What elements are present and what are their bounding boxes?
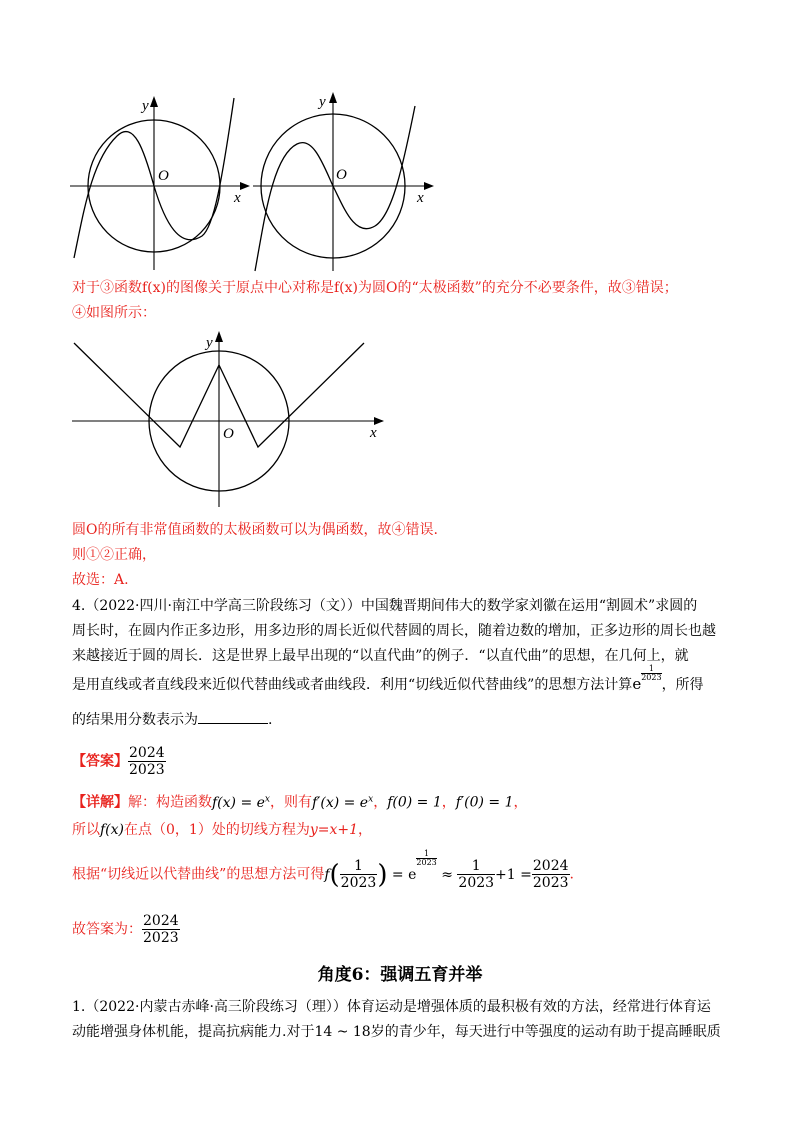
cubic-curve (255, 106, 415, 271)
answer-num: 2024 (129, 745, 165, 761)
detail-text: 在点（0，1）处的切线方程为 (124, 822, 310, 838)
detail-line3 (72, 849, 574, 891)
exp-power (641, 665, 661, 682)
question-4-line3: 来越接近于圆的周长．这是世界上最早出现的“以直代曲”的例子．“以直代曲”的思想，在几何上，就 (72, 648, 689, 664)
y-label: y (319, 94, 326, 110)
answer-blank[interactable] (198, 709, 268, 724)
y-axis-arrow (329, 92, 337, 103)
detail-text: 根据“切线近以代替曲线”的思想方法可得 (72, 866, 325, 883)
approx-expression (324, 849, 569, 891)
final-num: 2024 (143, 913, 179, 929)
fx-def-base: f(x) = e (212, 794, 265, 811)
question-4-line4 (72, 664, 704, 695)
final-label: 故答案为： (72, 921, 142, 938)
y-label: y (206, 335, 213, 351)
fpx-def-sup: x (368, 794, 374, 804)
figure-2-odd-function-graph (245, 86, 445, 276)
exp-den: 2023 (416, 858, 437, 867)
solution-q3-line1: 对于③函数f(x)的图像关于原点中心对称是f(x)为圆O的“太极函数”的充分不必要条件，故③错误； (72, 280, 678, 296)
separator: ， (373, 794, 388, 811)
fpx-def (312, 795, 373, 811)
separator: ， (513, 794, 528, 811)
question-text: 动能增强身体机能，提高抗病能力.对于 (72, 1024, 315, 1040)
approx-sign: ≈ (441, 866, 453, 883)
x-label: x (417, 190, 424, 206)
question-4-line2: 周长时，在圆内作正多边形，用多边形的周长近似代替圆的周长，随着边数的增加，正多边形的周长也越 (72, 623, 716, 639)
question-text: （2022·四川·南江中学高三阶段练习（文））中国魏晋期间伟大的数学家刘徽在运用“割圆术”求圆的 (85, 598, 698, 614)
f0-value: f(0) = 1 (387, 794, 442, 811)
final-fraction (142, 913, 180, 946)
age-range: 14 ~ 18 (314, 1024, 371, 1040)
detail-text: 解：构造函数 (128, 794, 212, 811)
question-number: 1. (72, 999, 86, 1015)
fx-expression: f(x) (100, 822, 125, 838)
tangent-equation: y=x+1 (309, 822, 359, 838)
fpx-def-base: f′(x) = e (312, 794, 369, 811)
exp-base: e (632, 675, 642, 693)
x-label: x (234, 190, 241, 206)
approx-den: 2023 (458, 875, 495, 891)
question-text-tail: . (268, 712, 273, 728)
question-4-line5 (72, 709, 272, 730)
question-text: 的结果用分数表示为 (72, 712, 198, 728)
paren-close: ) (377, 859, 388, 890)
exp-power (416, 850, 436, 867)
question-number: 4. (72, 598, 86, 614)
question-4-line1 (72, 596, 697, 616)
fp0-value: f′(0) = 1 (455, 794, 514, 811)
exp-num: 1 (424, 849, 430, 858)
paren-open: ( (329, 859, 340, 890)
arg-den: 2023 (340, 875, 377, 891)
exp-term (408, 849, 437, 883)
x-axis-arrow (374, 417, 384, 425)
approx-fraction (457, 858, 495, 891)
final-den: 2023 (143, 930, 179, 946)
detail-text: 所以 (72, 822, 100, 838)
detail-line2 (72, 820, 372, 840)
solution-correct-statement: 则①②正确， (72, 547, 156, 563)
result-num: 2024 (532, 858, 569, 874)
answer-label: 【答案】 (72, 753, 128, 770)
y-axis-arrow (150, 96, 158, 107)
question-1-line2 (72, 1022, 721, 1042)
answer-fraction (128, 745, 166, 778)
answer-section (72, 745, 166, 778)
figure-1-odd-function-graph (62, 90, 257, 275)
exp-expression (632, 664, 662, 693)
fx-def-sup: x (264, 794, 270, 804)
section-title: 角度6：强调五育并举 (317, 965, 483, 985)
question-text: （2022·内蒙古赤峰·高三阶段练习（理））体育运动是增强体质的最积极有效的方法，经常进行体育运 (85, 999, 711, 1015)
origin-label: O (336, 167, 347, 183)
exp-base: e (408, 866, 417, 883)
final-answer (72, 913, 180, 946)
question-text: 是用直线或者直线段来近似代替曲线或者曲线段．利用“切线近似代替曲线”的思想方法计算 (72, 677, 633, 693)
solution-choice: 故选：A. (72, 572, 129, 588)
plus-one: +1 = (495, 866, 532, 883)
detail-text: ，则有 (270, 794, 312, 811)
figure-3-even-function-graph (62, 325, 392, 515)
arg-fraction (340, 858, 378, 891)
result-fraction (532, 858, 570, 891)
approx-num: 1 (471, 858, 481, 874)
detail-label: 【详解】 (72, 794, 128, 811)
answer-den: 2023 (129, 762, 165, 778)
origin-label: O (223, 426, 234, 442)
solution-q4-conclusion: 圆O的所有非常值函数的太极函数可以为偶函数，故④错误. (72, 522, 438, 538)
detail-text: . (569, 866, 574, 883)
section-heading (0, 960, 800, 985)
y-axis-arrow (215, 331, 223, 342)
x-label: x (370, 425, 377, 441)
question-text: 岁的青少年，每天进行中等强度的运动有助于提高睡眠质 (370, 1024, 721, 1040)
origin-label: O (158, 168, 169, 184)
equals-sign: = (391, 866, 404, 883)
y-label: y (142, 98, 149, 114)
fx-def (212, 795, 270, 811)
exp-den: 2023 (641, 673, 662, 682)
separator: ， (441, 794, 456, 811)
arg-num: 1 (354, 858, 363, 874)
detail-line1 (72, 789, 527, 813)
detail-text: ， (358, 822, 373, 838)
x-axis-arrow (424, 182, 434, 190)
exp-num: 1 (648, 664, 654, 673)
question-1-line1 (72, 997, 711, 1017)
f-symbol: f (324, 866, 330, 883)
question-text-tail: ，所得 (661, 677, 704, 693)
solution-q4-intro: ④如图所示： (72, 305, 156, 321)
result-den: 2023 (532, 875, 569, 891)
